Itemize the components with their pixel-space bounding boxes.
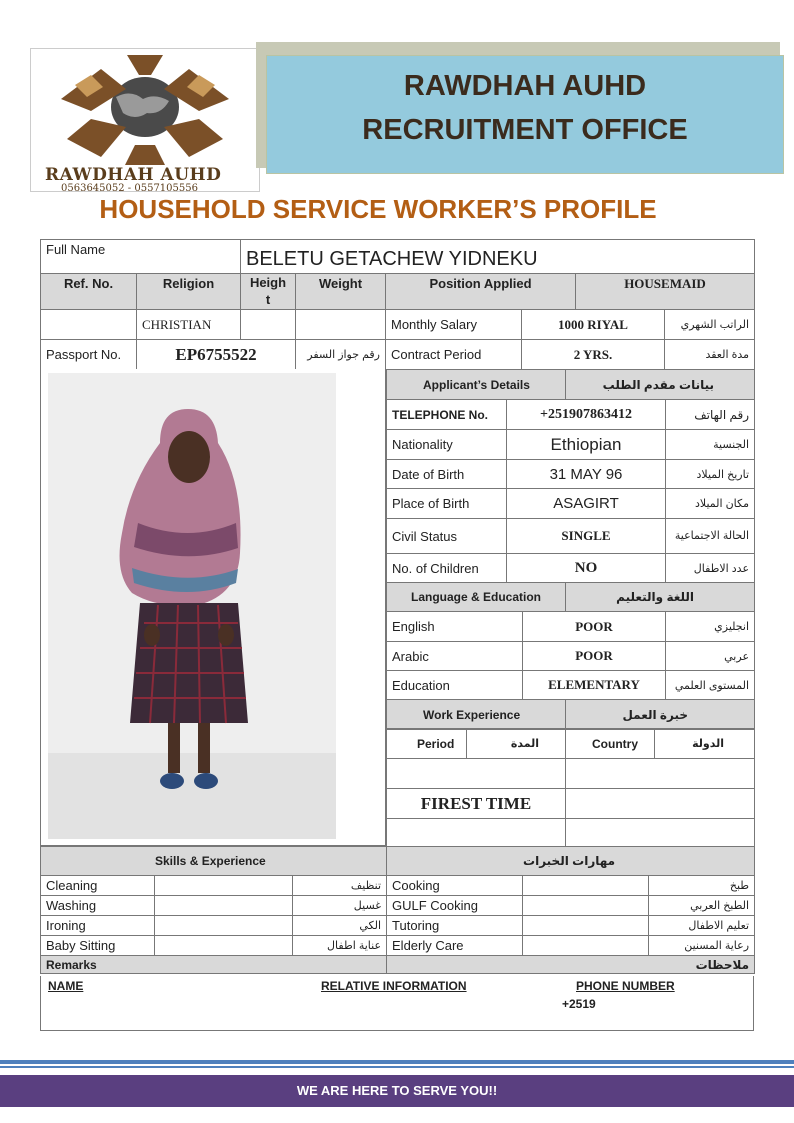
- skill-washing-value: [155, 896, 293, 916]
- work-country-cell: [566, 789, 755, 819]
- work-period-cell: [387, 759, 566, 789]
- dob-arabic: تاريخ الميلاد: [666, 460, 755, 489]
- logo-phone-numbers: 0563645052 - 0557105556: [61, 183, 198, 194]
- skill-cooking: Cooking: [387, 876, 523, 896]
- office-subtitle: RECRUITMENT OFFICE: [362, 114, 688, 146]
- contract-arabic: مدة العقد: [665, 340, 755, 370]
- height-label: Heigh t: [241, 274, 296, 310]
- skill-ironing: Ironing: [41, 916, 155, 936]
- full-name-label: Full Name: [41, 240, 241, 274]
- pob-label: Place of Birth: [387, 489, 507, 519]
- passport-value: EP6755522: [137, 340, 296, 370]
- pob-value: ASAGIRT: [507, 489, 666, 519]
- religion-label: Religion: [137, 274, 241, 310]
- skills-table: [40, 846, 755, 974]
- passport-arabic: رقم جواز السفر: [296, 340, 386, 370]
- skill-row: [41, 936, 755, 956]
- detail-row: [387, 460, 755, 489]
- logo-emblem-icon: [31, 49, 259, 167]
- dob-label: Date of Birth: [387, 460, 507, 489]
- language-row: [387, 612, 755, 642]
- education-arabic: المستوى العلمي: [666, 671, 755, 700]
- children-arabic: عدد الاطفال: [666, 554, 755, 583]
- weight-label: Weight: [296, 274, 386, 310]
- english-arabic: انجليزي: [666, 612, 755, 642]
- country-label: Country: [566, 729, 655, 759]
- detail-row: [387, 489, 755, 519]
- pob-arabic: مكان الميلاد: [666, 489, 755, 519]
- skill-cleaning: Cleaning: [41, 876, 155, 896]
- skill-row: [41, 916, 755, 936]
- footer-divider-thin: [0, 1066, 794, 1068]
- skill-row: [41, 896, 755, 916]
- remarks-phone-value: +2519: [562, 997, 596, 1011]
- ref-label: Ref. No.: [41, 274, 137, 310]
- english-label: English: [387, 612, 523, 642]
- remarks-name-label: NAME: [48, 979, 84, 993]
- telephone-label: TELEPHONE No.: [387, 400, 507, 430]
- language-row: [387, 642, 755, 671]
- children-value: NO: [507, 554, 666, 583]
- language-header: Language & Education: [387, 583, 566, 612]
- photo-cell: [40, 369, 386, 846]
- profile-table: [40, 239, 755, 370]
- arabic-value: POOR: [523, 642, 666, 671]
- work-note: FIREST TIME: [387, 789, 566, 819]
- skills-header: Skills & Experience: [41, 847, 387, 876]
- work-table: [386, 728, 755, 848]
- details-table: [386, 369, 755, 730]
- remarks-label: Remarks: [41, 956, 387, 974]
- skill-elderly-care: Elderly Care: [387, 936, 523, 956]
- skill-tutoring-arabic: تعليم الاطفال: [649, 916, 755, 936]
- passport-label: Passport No.: [41, 340, 137, 370]
- work-header: Work Experience: [387, 700, 566, 730]
- skill-baby-sitting-arabic: عناية اطفال: [293, 936, 387, 956]
- skill-ironing-value: [155, 916, 293, 936]
- work-period-cell: [387, 819, 566, 848]
- skill-elderly-care-value: [523, 936, 649, 956]
- skill-elderly-care-arabic: رعاية المسنين: [649, 936, 755, 956]
- detail-row: [387, 554, 755, 583]
- applicant-photo: [48, 373, 336, 839]
- footer-divider: [0, 1060, 794, 1064]
- skill-tutoring: Tutoring: [387, 916, 523, 936]
- children-label: No. of Children: [387, 554, 507, 583]
- skill-tutoring-value: [523, 916, 649, 936]
- nationality-arabic: الجنسية: [666, 430, 755, 460]
- dob-value: 31 MAY 96: [507, 460, 666, 489]
- ref-value: [41, 310, 137, 340]
- detail-row: [387, 400, 755, 430]
- skill-washing: Washing: [41, 896, 155, 916]
- religion-value: CHRISTIAN: [137, 310, 241, 340]
- education-label: Education: [387, 671, 523, 700]
- remarks-box: [40, 976, 754, 1031]
- remarks-phone-label: PHONE NUMBER: [576, 979, 675, 993]
- period-arabic: المدة: [467, 729, 566, 759]
- full-name-value: BELETU GETACHEW YIDNEKU: [241, 240, 755, 274]
- civil-status-value: SINGLE: [507, 519, 666, 554]
- skill-row: [41, 876, 755, 896]
- position-label: Position Applied: [386, 274, 576, 310]
- language-row: [387, 671, 755, 700]
- skill-cooking-value: [523, 876, 649, 896]
- salary-arabic: الراتب الشهري: [665, 310, 755, 340]
- arabic-label: Arabic: [387, 642, 523, 671]
- country-arabic: الدولة: [655, 729, 755, 759]
- nationality-value: Ethiopian: [507, 430, 666, 460]
- office-name: RAWDHAH AUHD: [403, 70, 647, 102]
- education-value: ELEMENTARY: [523, 671, 666, 700]
- skill-baby-sitting: Baby Sitting: [41, 936, 155, 956]
- skill-ironing-arabic: الكي: [293, 916, 387, 936]
- footer-banner: WE ARE HERE TO SERVE YOU!!: [0, 1075, 794, 1107]
- period-label: Period: [387, 729, 467, 759]
- civil-status-label: Civil Status: [387, 519, 507, 554]
- salary-value: 1000 RIYAL: [522, 310, 665, 340]
- work-header-arabic: خبرة العمل: [566, 700, 755, 730]
- salary-label: Monthly Salary: [386, 310, 522, 340]
- remarks-arabic: ملاحظات: [387, 956, 755, 974]
- skill-gulf-cooking-arabic: الطبخ العربي: [649, 896, 755, 916]
- civil-status-arabic: الحالة الاجتماعية: [666, 519, 755, 554]
- language-header-arabic: اللغة والتعليم: [566, 583, 755, 612]
- logo-brand-text: RAWDHAH AUHD: [45, 165, 222, 185]
- weight-value: [296, 310, 386, 340]
- page-title: HOUSEHOLD SERVICE WORKER’S PROFILE: [99, 194, 657, 224]
- skills-header-arabic: مهارات الخبرات: [387, 847, 755, 876]
- work-country-cell: [566, 819, 755, 848]
- contract-label: Contract Period: [386, 340, 522, 370]
- company-logo: [30, 48, 260, 192]
- remarks-relative-label: RELATIVE INFORMATION: [321, 979, 467, 993]
- english-value: POOR: [523, 612, 666, 642]
- skill-baby-sitting-value: [155, 936, 293, 956]
- skill-gulf-cooking: GULF Cooking: [387, 896, 523, 916]
- height-value: [241, 310, 296, 340]
- arabic-arabic: عربي: [666, 642, 755, 671]
- applicant-header: Applicant’s Details: [387, 370, 566, 400]
- skill-washing-arabic: غسيل: [293, 896, 387, 916]
- position-value: HOUSEMAID: [576, 274, 755, 310]
- office-title-box: [266, 55, 784, 174]
- detail-row: [387, 519, 755, 554]
- detail-row: [387, 430, 755, 460]
- applicant-header-arabic: بيانات مقدم الطلب: [566, 370, 755, 400]
- nationality-label: Nationality: [387, 430, 507, 460]
- skill-cleaning-arabic: تنظيف: [293, 876, 387, 896]
- skill-cleaning-value: [155, 876, 293, 896]
- contract-value: 2 YRS.: [522, 340, 665, 370]
- telephone-value: +251907863412: [507, 400, 666, 430]
- work-country-cell: [566, 759, 755, 789]
- skill-cooking-arabic: طبخ: [649, 876, 755, 896]
- telephone-arabic: رقم الهاتف: [666, 400, 755, 430]
- skill-gulf-cooking-value: [523, 896, 649, 916]
